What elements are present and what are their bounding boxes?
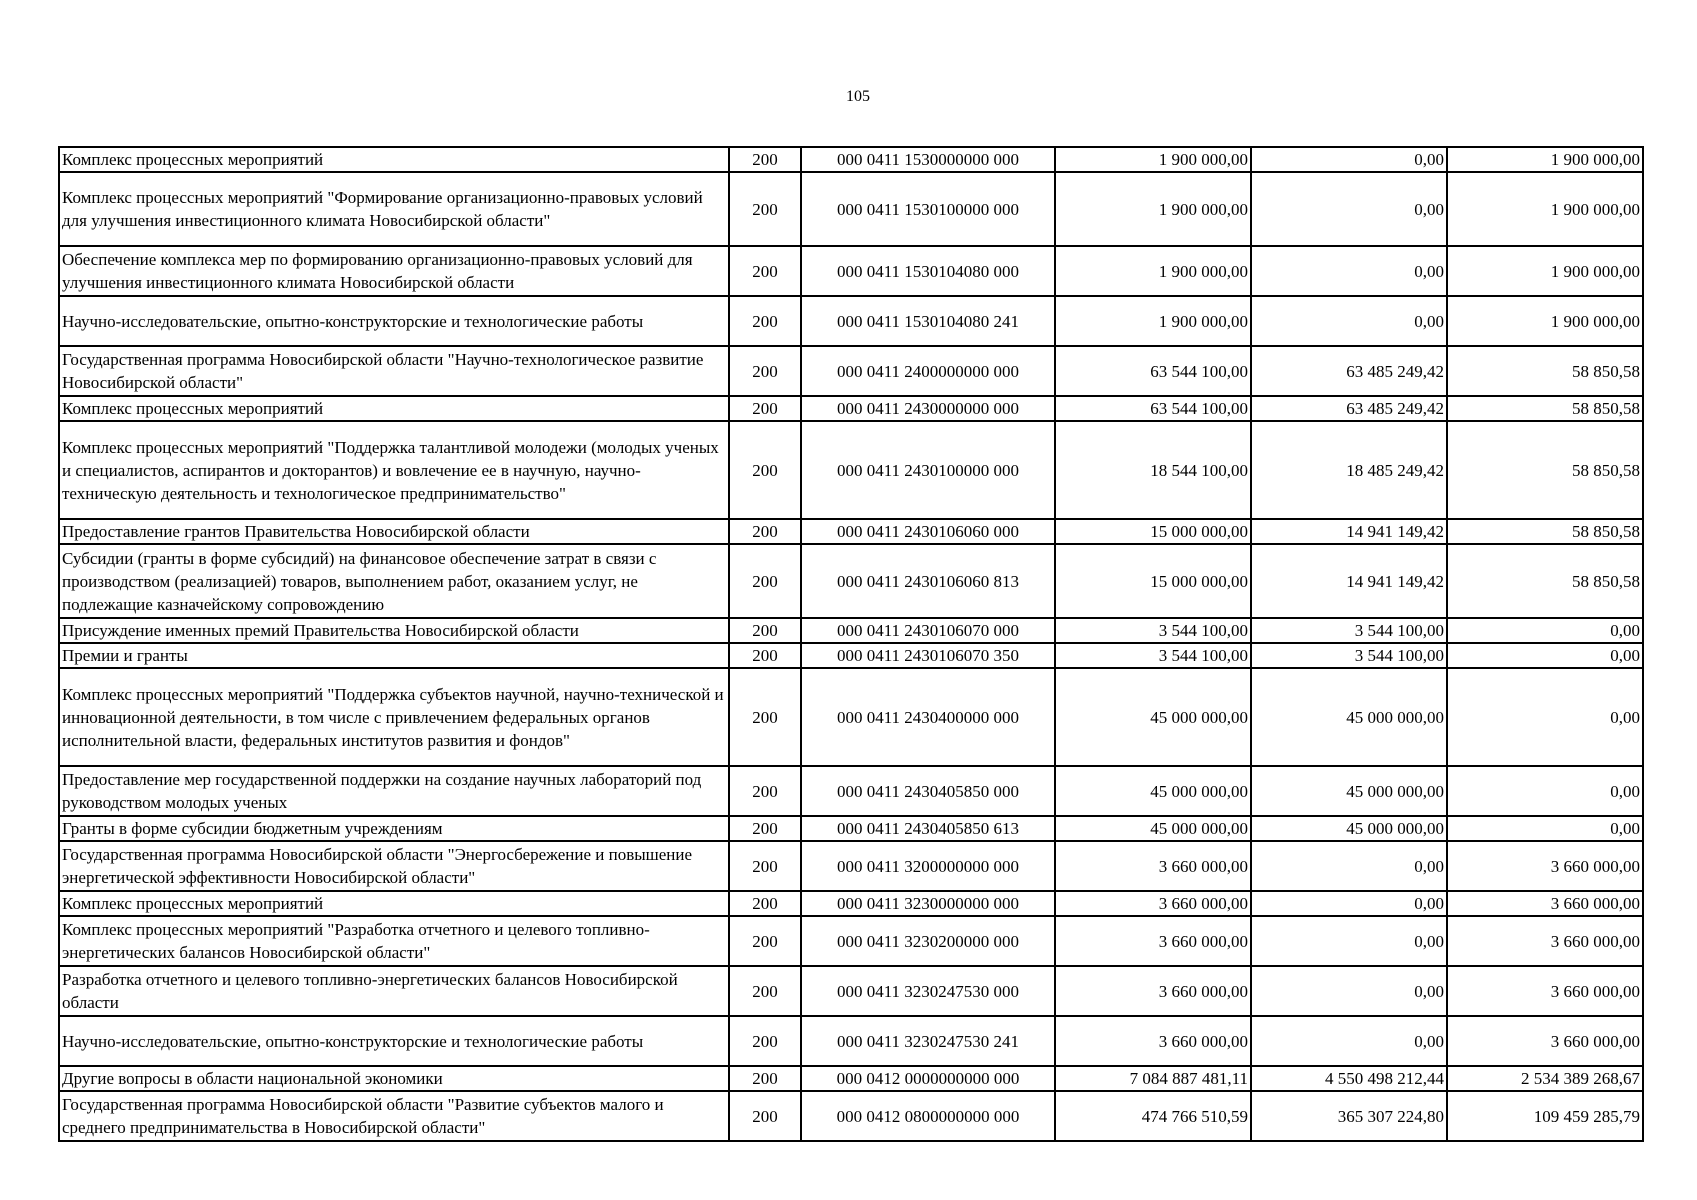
- table-row: [59, 296, 1643, 346]
- table-row: [59, 1091, 1643, 1141]
- row-code-cell: 200: [729, 1091, 801, 1141]
- row-classification-cell: 000 0411 3200000000 000: [801, 841, 1055, 891]
- row-classification-cell: 000 0411 2430106070 000: [801, 618, 1055, 643]
- row-name-cell: Присуждение именных премий Правительства Новосибирской области: [59, 618, 729, 643]
- page-number: 105: [846, 88, 870, 105]
- row-name-cell: Обеспечение комплекса мер по формированию организационно-правовых условий для улучшения инвестиционного климата Новосибирской области: [59, 246, 729, 296]
- row-plan-amount-cell: 7 084 887 481,11: [1055, 1066, 1251, 1091]
- row-code-cell: 200: [729, 296, 801, 346]
- row-classification-cell: 000 0411 3230247530 000: [801, 966, 1055, 1016]
- row-remaining-amount-cell: 2 534 389 268,67: [1447, 1066, 1643, 1091]
- row-code-cell: 200: [729, 891, 801, 916]
- row-plan-amount-cell: 63 544 100,00: [1055, 396, 1251, 421]
- row-remaining-amount-cell: 3 660 000,00: [1447, 891, 1643, 916]
- row-remaining-amount-cell: 58 850,58: [1447, 346, 1643, 396]
- row-name-cell: Государственная программа Новосибирской области "Энергосбережение и повышение энергетической эффективности Новосибирской области": [59, 841, 729, 891]
- row-code-cell: 200: [729, 668, 801, 766]
- row-executed-amount-cell: 45 000 000,00: [1251, 668, 1447, 766]
- row-executed-amount-cell: 0,00: [1251, 172, 1447, 246]
- row-remaining-amount-cell: 3 660 000,00: [1447, 916, 1643, 966]
- row-remaining-amount-cell: 0,00: [1447, 766, 1643, 816]
- row-remaining-amount-cell: 0,00: [1447, 668, 1643, 766]
- row-plan-amount-cell: 1 900 000,00: [1055, 246, 1251, 296]
- row-code-cell: 200: [729, 1066, 801, 1091]
- row-plan-amount-cell: 474 766 510,59: [1055, 1091, 1251, 1141]
- row-name-cell: Гранты в форме субсидии бюджетным учреждениям: [59, 816, 729, 841]
- row-remaining-amount-cell: 0,00: [1447, 816, 1643, 841]
- row-remaining-amount-cell: 109 459 285,79: [1447, 1091, 1643, 1141]
- row-name-cell: Комплекс процессных мероприятий "Формирование организационно-правовых условий для улучшения инвестиционного климата Новосибирской области": [59, 172, 729, 246]
- row-remaining-amount-cell: 58 850,58: [1447, 396, 1643, 421]
- row-code-cell: 200: [729, 766, 801, 816]
- row-classification-cell: 000 0411 2430106060 000: [801, 519, 1055, 544]
- row-name-cell: Комплекс процессных мероприятий: [59, 891, 729, 916]
- row-code-cell: 200: [729, 246, 801, 296]
- row-name-cell: Предоставление мер государственной поддержки на создание научных лабораторий под руководством молодых ученых: [59, 766, 729, 816]
- row-plan-amount-cell: 45 000 000,00: [1055, 816, 1251, 841]
- row-plan-amount-cell: 45 000 000,00: [1055, 766, 1251, 816]
- row-plan-amount-cell: 3 660 000,00: [1055, 1016, 1251, 1066]
- table-row: [59, 346, 1643, 396]
- row-executed-amount-cell: 45 000 000,00: [1251, 766, 1447, 816]
- row-classification-cell: 000 0412 0800000000 000: [801, 1091, 1055, 1141]
- row-name-cell: Комплекс процессных мероприятий: [59, 147, 729, 172]
- row-plan-amount-cell: 3 544 100,00: [1055, 618, 1251, 643]
- table-row: [59, 246, 1643, 296]
- row-executed-amount-cell: 0,00: [1251, 916, 1447, 966]
- row-code-cell: 200: [729, 396, 801, 421]
- table-body: [59, 147, 1643, 1141]
- row-remaining-amount-cell: 1 900 000,00: [1447, 147, 1643, 172]
- table-row: [59, 519, 1643, 544]
- row-classification-cell: 000 0411 2430000000 000: [801, 396, 1055, 421]
- row-plan-amount-cell: 15 000 000,00: [1055, 544, 1251, 618]
- row-executed-amount-cell: 0,00: [1251, 296, 1447, 346]
- row-classification-cell: 000 0411 2430106060 813: [801, 544, 1055, 618]
- row-executed-amount-cell: 3 544 100,00: [1251, 618, 1447, 643]
- table-row: [59, 841, 1643, 891]
- table-row: [59, 816, 1643, 841]
- row-executed-amount-cell: 365 307 224,80: [1251, 1091, 1447, 1141]
- row-name-cell: Государственная программа Новосибирской области "Научно-технологическое развитие Новосибирской области": [59, 346, 729, 396]
- row-plan-amount-cell: 45 000 000,00: [1055, 668, 1251, 766]
- row-remaining-amount-cell: 1 900 000,00: [1447, 246, 1643, 296]
- row-code-cell: 200: [729, 172, 801, 246]
- table-row: [59, 172, 1643, 246]
- row-remaining-amount-cell: 1 900 000,00: [1447, 296, 1643, 346]
- table-row: [59, 396, 1643, 421]
- row-executed-amount-cell: 14 941 149,42: [1251, 544, 1447, 618]
- row-plan-amount-cell: 15 000 000,00: [1055, 519, 1251, 544]
- row-code-cell: 200: [729, 544, 801, 618]
- row-plan-amount-cell: 18 544 100,00: [1055, 421, 1251, 519]
- table-row: [59, 966, 1643, 1016]
- row-remaining-amount-cell: 0,00: [1447, 643, 1643, 668]
- row-code-cell: 200: [729, 519, 801, 544]
- table-row: [59, 544, 1643, 618]
- row-name-cell: Премии и гранты: [59, 643, 729, 668]
- row-name-cell: Комплекс процессных мероприятий "Разработка отчетного и целевого топливно-энергетических балансов Новосибирской области": [59, 916, 729, 966]
- row-executed-amount-cell: 63 485 249,42: [1251, 396, 1447, 421]
- row-executed-amount-cell: 0,00: [1251, 891, 1447, 916]
- row-name-cell: Субсидии (гранты в форме субсидий) на финансовое обеспечение затрат в связи с производством (реализацией) товаров, выполнением работ, оказанием услуг, не подлежащие казначейскому сопровождению: [59, 544, 729, 618]
- budget-execution-table: [58, 146, 1644, 1142]
- row-classification-cell: 000 0411 2430106070 350: [801, 643, 1055, 668]
- row-remaining-amount-cell: 3 660 000,00: [1447, 966, 1643, 1016]
- table-row: [59, 891, 1643, 916]
- row-plan-amount-cell: 3 544 100,00: [1055, 643, 1251, 668]
- row-code-cell: 200: [729, 816, 801, 841]
- row-classification-cell: 000 0411 2430100000 000: [801, 421, 1055, 519]
- row-executed-amount-cell: 0,00: [1251, 841, 1447, 891]
- table-row: [59, 766, 1643, 816]
- row-name-cell: Научно-исследовательские, опытно-конструкторские и технологические работы: [59, 1016, 729, 1066]
- row-code-cell: 200: [729, 1016, 801, 1066]
- row-classification-cell: 000 0411 1530104080 000: [801, 246, 1055, 296]
- row-classification-cell: 000 0411 1530000000 000: [801, 147, 1055, 172]
- row-code-cell: 200: [729, 966, 801, 1016]
- row-code-cell: 200: [729, 643, 801, 668]
- row-classification-cell: 000 0411 2430405850 000: [801, 766, 1055, 816]
- row-remaining-amount-cell: 58 850,58: [1447, 519, 1643, 544]
- row-classification-cell: 000 0411 3230000000 000: [801, 891, 1055, 916]
- row-name-cell: Разработка отчетного и целевого топливно-энергетических балансов Новосибирской области: [59, 966, 729, 1016]
- table-row: [59, 1066, 1643, 1091]
- row-remaining-amount-cell: 58 850,58: [1447, 421, 1643, 519]
- table-row: [59, 1016, 1643, 1066]
- row-classification-cell: 000 0411 2430405850 613: [801, 816, 1055, 841]
- row-name-cell: Комплекс процессных мероприятий "Поддержка талантливой молодежи (молодых ученых и специалистов, аспирантов и докторантов) и вовлечение ее в научную, научно-техническую деятельность и технологическое предпринимательство": [59, 421, 729, 519]
- row-executed-amount-cell: 45 000 000,00: [1251, 816, 1447, 841]
- row-plan-amount-cell: 63 544 100,00: [1055, 346, 1251, 396]
- row-code-cell: 200: [729, 916, 801, 966]
- row-executed-amount-cell: 3 544 100,00: [1251, 643, 1447, 668]
- row-plan-amount-cell: 3 660 000,00: [1055, 841, 1251, 891]
- row-remaining-amount-cell: 3 660 000,00: [1447, 841, 1643, 891]
- row-classification-cell: 000 0411 3230247530 241: [801, 1016, 1055, 1066]
- row-code-cell: 200: [729, 421, 801, 519]
- table-row: [59, 147, 1643, 172]
- row-classification-cell: 000 0411 1530100000 000: [801, 172, 1055, 246]
- row-executed-amount-cell: 0,00: [1251, 147, 1447, 172]
- table-row: [59, 668, 1643, 766]
- row-plan-amount-cell: 3 660 000,00: [1055, 891, 1251, 916]
- row-name-cell: Государственная программа Новосибирской области "Развитие субъектов малого и среднего предпринимательства в Новосибирской области": [59, 1091, 729, 1141]
- row-executed-amount-cell: 14 941 149,42: [1251, 519, 1447, 544]
- row-name-cell: Комплекс процессных мероприятий: [59, 396, 729, 421]
- table-row: [59, 618, 1643, 643]
- row-executed-amount-cell: 63 485 249,42: [1251, 346, 1447, 396]
- row-classification-cell: 000 0411 1530104080 241: [801, 296, 1055, 346]
- row-remaining-amount-cell: 3 660 000,00: [1447, 1016, 1643, 1066]
- table-row: [59, 421, 1643, 519]
- row-classification-cell: 000 0411 2430400000 000: [801, 668, 1055, 766]
- row-plan-amount-cell: 3 660 000,00: [1055, 916, 1251, 966]
- row-code-cell: 200: [729, 147, 801, 172]
- row-remaining-amount-cell: 58 850,58: [1447, 544, 1643, 618]
- row-plan-amount-cell: 1 900 000,00: [1055, 172, 1251, 246]
- row-executed-amount-cell: 18 485 249,42: [1251, 421, 1447, 519]
- row-name-cell: Предоставление грантов Правительства Новосибирской области: [59, 519, 729, 544]
- row-executed-amount-cell: 0,00: [1251, 1016, 1447, 1066]
- row-plan-amount-cell: 1 900 000,00: [1055, 296, 1251, 346]
- row-classification-cell: 000 0411 2400000000 000: [801, 346, 1055, 396]
- row-remaining-amount-cell: 1 900 000,00: [1447, 172, 1643, 246]
- row-executed-amount-cell: 4 550 498 212,44: [1251, 1066, 1447, 1091]
- row-name-cell: Научно-исследовательские, опытно-конструкторские и технологические работы: [59, 296, 729, 346]
- row-classification-cell: 000 0411 3230200000 000: [801, 916, 1055, 966]
- row-code-cell: 200: [729, 618, 801, 643]
- row-executed-amount-cell: 0,00: [1251, 246, 1447, 296]
- row-code-cell: 200: [729, 841, 801, 891]
- table-row: [59, 916, 1643, 966]
- row-name-cell: Другие вопросы в области национальной экономики: [59, 1066, 729, 1091]
- row-remaining-amount-cell: 0,00: [1447, 618, 1643, 643]
- row-plan-amount-cell: 1 900 000,00: [1055, 147, 1251, 172]
- row-executed-amount-cell: 0,00: [1251, 966, 1447, 1016]
- row-classification-cell: 000 0412 0000000000 000: [801, 1066, 1055, 1091]
- row-plan-amount-cell: 3 660 000,00: [1055, 966, 1251, 1016]
- row-code-cell: 200: [729, 346, 801, 396]
- row-name-cell: Комплекс процессных мероприятий "Поддержка субъектов научной, научно-технической и инновационной деятельности, в том числе с привлечением федеральных органов исполнительной власти, федеральных институтов развития и фондов": [59, 668, 729, 766]
- table-row: [59, 643, 1643, 668]
